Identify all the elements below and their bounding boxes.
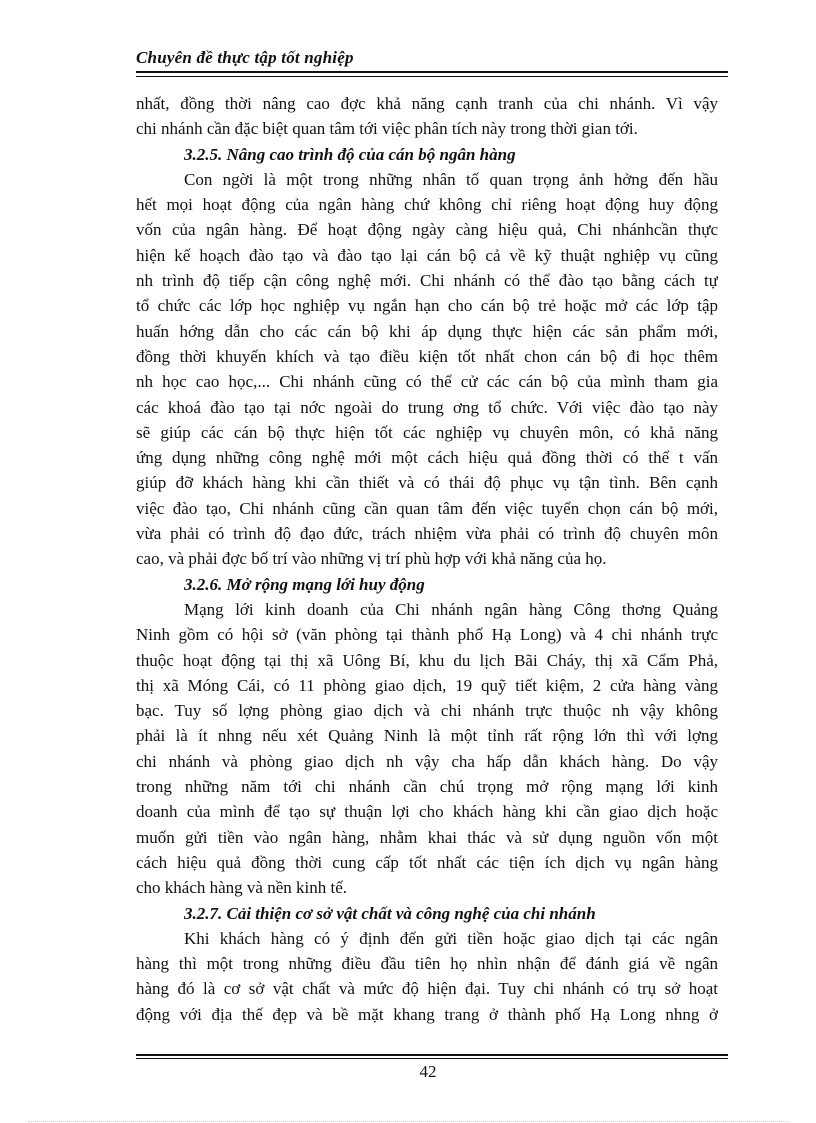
text-line: cách hiệu quả đồng thời cung cấp tốt nhất các tiện ích dịch vụ ngân hàng xyxy=(136,852,718,872)
text-line: bạc. Tuy số lợng phòng giao dịch và chi nhánh trực thuộc nh vậy không xyxy=(136,701,718,721)
text-line: đồng thời khuyến khích và tạo điều kiện tốt nhất chon cán bộ đi học thêm xyxy=(136,346,718,366)
header-rule-thin xyxy=(136,76,728,77)
footer-rule-thick xyxy=(136,1054,728,1056)
text-line: Ninh gồm có hội sở (văn phòng tại thành phố Hạ Long) và 4 chi nhánh trực xyxy=(136,625,718,645)
text-line: cho khách hàng và nền kinh tế. xyxy=(136,878,348,898)
text-line: hết mọi hoạt động của ngân hàng chứ không chỉ riêng hoạt động huy động xyxy=(136,195,718,215)
page-number: 42 xyxy=(419,1062,437,1081)
text-line: các khoá đào tạo tại nớc ngoài do trung ơng tổ chức. Với việc đào tạo này xyxy=(136,397,718,417)
body-text xyxy=(136,91,718,1027)
text-line: vốn của ngân hàng. Để hoạt động ngày càng hiệu quả, Chi nhánhcần thực xyxy=(136,220,718,240)
text-line: giúp đỡ khách hàng khi cần thiết và có thái độ phục vụ tận tình. Bên cạnh xyxy=(136,473,718,493)
text-line: Mạng lới kinh doanh của Chi nhánh ngân hàng Công thơng Quảng xyxy=(184,599,718,619)
text-line: hàng đó là cơ sở vật chất và mức độ hiện đại. Tuy chi nhánh có trụ sở hoạt xyxy=(136,979,718,999)
section-heading-3-2-5: 3.2.5. Nâng cao trình độ của cán bộ ngân hàng xyxy=(184,144,516,164)
text-line: ứng dụng những công nghệ mới một cách hiệu quả đồng thời có thể t vấn xyxy=(136,448,718,468)
section-heading-3-2-6: 3.2.6. Mở rộng mạng lới huy động xyxy=(184,574,425,594)
text-line: vừa phải có trình độ đạo đức, trách nhiệm vừa phải có trình độ chuyên môn xyxy=(136,524,718,544)
text-line: cao, và phải đợc bố trí vào những vị trí phù hợp với khả năng của họ. xyxy=(136,549,607,569)
section-heading-3-2-7: 3.2.7. Cải thiện cơ sở vật chất và công nghệ của chi nhánh xyxy=(184,903,596,923)
text-line: chi nhánh cần đặc biệt quan tâm tới việc phân tích này trong thời gian tới. xyxy=(136,119,638,139)
text-line: doanh của mình để tạo sự thuận lợi cho khách hàng khi cần giao dịch hoặc xyxy=(136,802,718,822)
text-line: tổ chức các lớp học nghiệp vụ ngắn hạn cho cán bộ trẻ hoặc mở các lớp tập xyxy=(136,296,718,316)
text-line: thuộc hoạt động tại thị xã Uông Bí, khu du lịch Bãi Cháy, thị xã Cẩm Phả, xyxy=(136,650,718,670)
text-line: trong những năm tới chi nhánh cần chú trọng mở rộng mạng lới kinh xyxy=(136,777,718,797)
text-line: nh học cao học,... Chi nhánh cũng có thể cử các cán bộ của mình tham gia xyxy=(136,372,718,392)
text-line: phải là ít nhng nếu xét Quảng Ninh là một tỉnh rất rộng lớn thì với lợng xyxy=(136,726,718,746)
text-line: nh trình độ tiếp cận công nghệ mới. Chi nhánh có thể đào tạo bằng cách tự xyxy=(136,271,718,291)
text-line: huấn hớng dẫn cho các cán bộ khi áp dụng thực hiện các sản phẩm mới, xyxy=(136,321,718,341)
text-line: chi nhánh và phòng giao dịch nh vậy cha hấp dẫn khách hàng. Do vậy xyxy=(136,751,718,771)
text-line: hiện kế hoạch đào tạo và đào tạo lại cán bộ cả về kỹ thuật nghiệp vụ cũng xyxy=(136,245,718,265)
page-edge-divider xyxy=(28,1121,788,1122)
text-line: động với địa thế đẹp và bề mặt khang trang ở thành phố Hạ Long nhng ở xyxy=(136,1004,718,1024)
text-line: nhất, đồng thời nâng cao đợc khả năng cạnh tranh của chi nhánh. Vì vậy xyxy=(136,94,718,113)
text-line: muốn gửi tiền vào ngân hàng, nhằm khai thác và sử dụng nguồn vốn một xyxy=(136,827,718,847)
header-rule-thick xyxy=(136,71,728,73)
text-line: sẽ giúp các cán bộ thực hiện tốt các nghiệp vụ chuyên môn, có khả năng xyxy=(136,422,718,442)
text-line: Con ngời là một trong những nhân tố quan trọng ảnh hởng đến hầu xyxy=(184,169,718,189)
text-line: hàng thì một trong những điều đầu tiên họ nhìn nhận để đánh giá về ngân xyxy=(136,954,718,974)
text-line: việc đào tạo, Chi nhánh cũng cần quan tâm đến việc tuyển chọn cán bộ mới, xyxy=(136,498,718,518)
footer-rule-thin xyxy=(136,1058,728,1059)
text-line: Khi khách hàng có ý định đến gửi tiền hoặc giao dịch tại các ngân xyxy=(184,928,718,948)
header-title: Chuyên đề thực tập tốt nghiệp xyxy=(136,48,354,67)
text-line: thị xã Móng Cái, có 11 phòng giao dịch, 19 quỹ tiết kiệm, 2 cửa hàng vàng xyxy=(136,675,718,695)
